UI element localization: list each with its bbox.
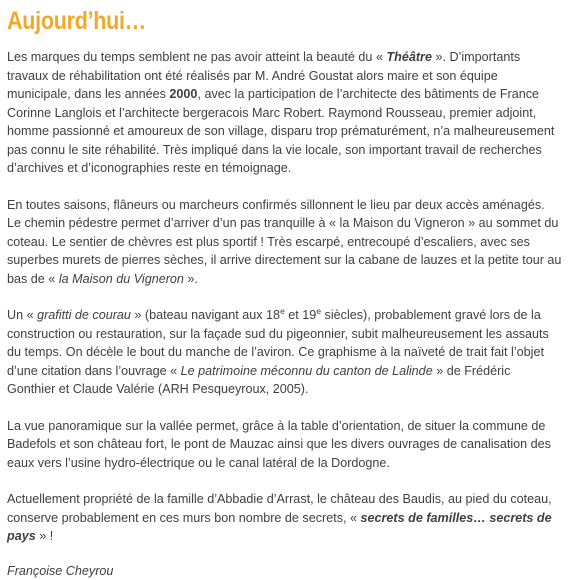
emphasis-theatre: Théâtre xyxy=(386,50,432,64)
paragraph-graffiti xyxy=(7,306,562,399)
text: Un « xyxy=(7,308,37,322)
emphasis-maison-du-vigneron: la Maison du Vigneron xyxy=(59,272,184,286)
emphasis-book-title: Le patrimoine méconnu du canton de Lalinde xyxy=(181,364,433,378)
superscript-e: e xyxy=(316,306,321,316)
author-signature: Françoise Cheyrou xyxy=(7,562,562,580)
text: En toutes saisons, flâneurs ou marcheurs confirmés sillonnent le lieu par deux accès aménagés. Le chemin pédestre permet d’arriver d’un pas tranquille à « la Maison du Vigneron » au sommet du coteau. Le sentier de chèvres est plus sportif ! Très escarpé, entrecoupé d’escaliers, avec ses superbes murets de pierres sèches, il arrive directement sur la cabane de lauzes et la petite tour au bas de « xyxy=(7,198,561,286)
year-2000: 2000 xyxy=(169,87,197,101)
text: , avec la participation de l’architecte des bâtiments de France Corinne Langlois et l’architecte bergeracois Marc Robert. Raymond Rousseau, premier adjoint, homme passionné et amoureux de son village, disparu trop prématurément, n’a malheureusement pas connu le site réhabilité. Très impliqué dans la vie locale, son important travail de recherches d’archives et d’iconographies reste en témoignage. xyxy=(7,87,554,175)
paragraph-chateau xyxy=(7,490,562,546)
text: ». xyxy=(184,272,198,286)
text: » (bateau navigant aux 18 xyxy=(131,308,280,322)
text: ». D’importants travaux de réhabilitation ont été réalisés par M. André Goustat alors maire et son équipe municipale, dans les années xyxy=(7,50,520,101)
paragraph-rehabilitation xyxy=(7,48,562,178)
text: » ! xyxy=(36,529,54,543)
text: siècles), probablement gravé lors de la construction ou restauration, sur la façade sud du pigeonnier, subit malheureusement les assauts du temps. On décèle le bout du manche de l’aviron. Ce graphisme à la naïveté de trait fait l’objet d’une citation dans l’ouvrage « xyxy=(7,308,549,378)
paragraph-panorama: La vue panoramique sur la vallée permet, grâce à la table d’orientation, de situer la commune de Badefols et son château fort, le pont de Mauzac ainsi que les divers ouvrages de canalisation des eaux vers l’usine hydro-électrique ou le canal latéral de la Dordogne. xyxy=(7,417,562,473)
emphasis-secrets: secrets de familles… secrets de pays xyxy=(7,511,552,544)
page-title: Aujourd’hui… xyxy=(7,4,484,38)
text: et 19 xyxy=(285,308,317,322)
paragraph-access-paths xyxy=(7,196,562,289)
emphasis-graffiti: grafitti de courau xyxy=(37,308,131,322)
text: Actuellement propriété de la famille d’Abbadie d’Arrast, le château des Baudis, au pied du coteau, conserve probablement en ces murs bon nombre de secrets, « xyxy=(7,492,552,525)
text: Les marques du temps semblent ne pas avoir atteint la beauté du « xyxy=(7,50,386,64)
superscript-e: e xyxy=(280,306,285,316)
text: » de Frédéric Gonthier et Claude Valérie (ARH Pesqueyroux, 2005). xyxy=(7,364,510,397)
